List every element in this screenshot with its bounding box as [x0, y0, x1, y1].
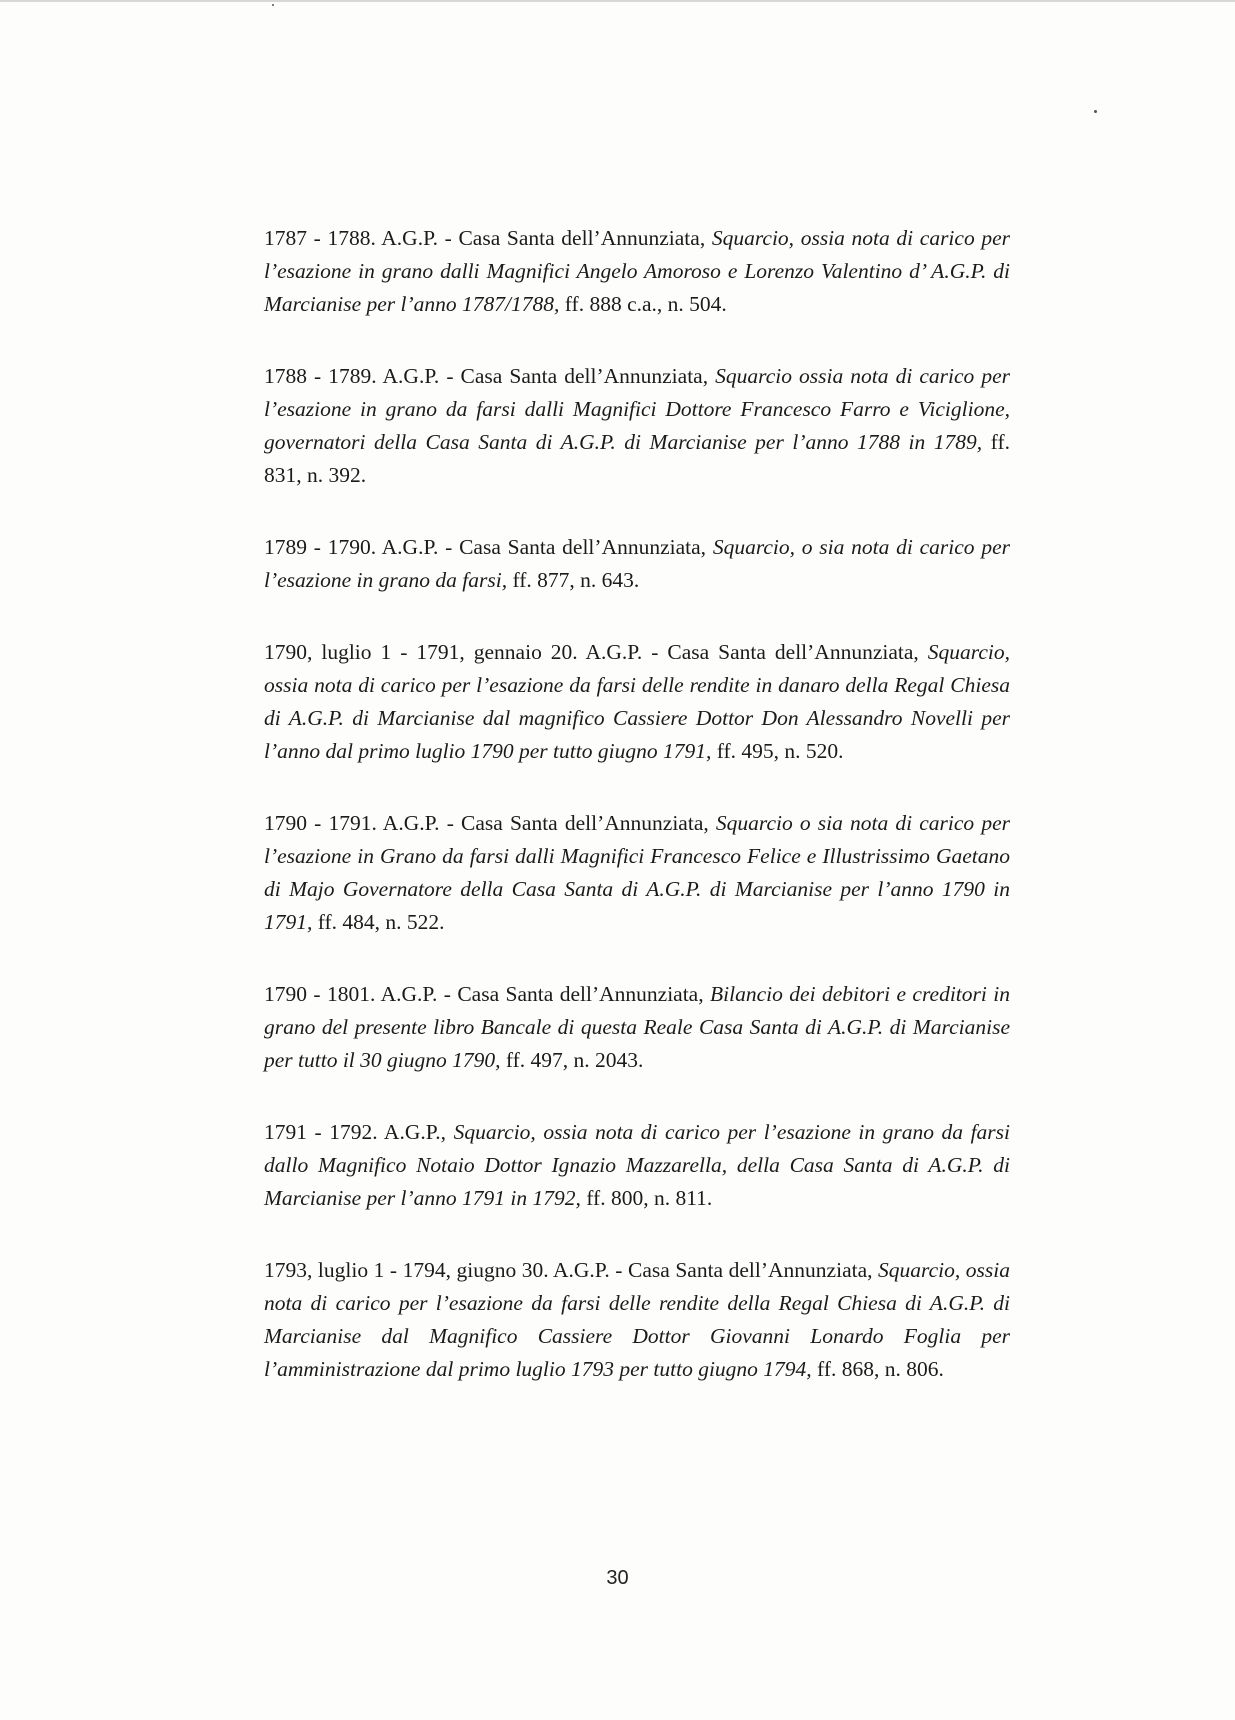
archive-entry-list [264, 222, 1010, 1425]
scan-speck [1094, 110, 1097, 113]
entry-title: Squarcio o sia nota di carico per l’esazione in Grano da farsi dalli Magnifici Francesco Felice e Illustrissimo Gaetano di Majo Governatore della Casa Santa di A.G.P. di Marcianise per l’anno 1790 in 1791, [264, 811, 1010, 934]
archive-entry [264, 222, 1010, 321]
entry-location: ff. 868, n. 806. [811, 1357, 944, 1381]
entry-reference: 1791 - 1792. A.G.P., [264, 1120, 454, 1144]
archive-entry [264, 807, 1010, 939]
entry-location: ff. 888 c.a., n. 504. [559, 292, 727, 316]
entry-title: Squarcio, ossia nota di carico per l’esazione da farsi delle rendite della Regal Chiesa di A.G.P. di Marcianise dal Magnifico Cassiere Dottor Giovanni Lonardo Foglia per l’amministrazione dal primo luglio 1793 per tutto giugno 1794, [264, 1258, 1011, 1381]
entry-reference: 1793, luglio 1 - 1794, giugno 30. A.G.P. - Casa Santa dell’Annunziata, [264, 1258, 879, 1282]
entry-reference: 1790 - 1791. A.G.P. - Casa Santa dell’Annunziata, [264, 811, 716, 835]
entry-reference: 1790, luglio 1 - 1791, gennaio 20. A.G.P. - Casa Santa dell’Annunziata, [264, 640, 928, 664]
entry-title: Squarcio, o sia nota di carico per l’esazione in grano da farsi, [264, 535, 1010, 592]
archive-entry [264, 1254, 1010, 1386]
scan-top-edge [0, 0, 1235, 2]
entry-reference: 1788 - 1789. A.G.P. - Casa Santa dell’Annunziata, [264, 364, 716, 388]
entry-title: Squarcio, ossia nota di carico per l’esazione in grano da farsi dallo Magnifico Notaio Dottor Ignazio Mazzarella, della Casa Santa di A.G.P. di Marcianise per l’anno 1791 in 1792, [264, 1120, 1010, 1210]
entry-title: Squarcio, ossia nota di carico per l’esazione da farsi delle rendite in danaro della Regal Chiesa di A.G.P. di Marcianise dal magnifico Cassiere Dottor Don Alessandro Novelli per l’anno dal primo luglio 1790 per tutto giugno 1791, [264, 640, 1010, 763]
entry-reference: 1787 - 1788. A.G.P. - Casa Santa dell’Annunziata, [264, 226, 712, 250]
entry-title: Squarcio, ossia nota di carico per l’esazione in grano dalli Magnifici Angelo Amoroso e Lorenzo Valentino d’ A.G.P. di Marcianise per l’anno 1787/1788, [264, 226, 1011, 316]
archive-entry [264, 1116, 1010, 1215]
scan-speck [272, 4, 274, 6]
archive-entry [264, 636, 1010, 768]
entry-location: ff. 495, n. 520. [711, 739, 844, 763]
archive-entry [264, 531, 1010, 597]
page-number: 30 [606, 1567, 629, 1589]
entry-title: Bilancio dei debitori e creditori in grano del presente libro Bancale di questa Reale Casa Santa di A.G.P. di Marcianise per tutto il 30 giugno 1790, [264, 982, 1010, 1072]
entry-reference: 1790 - 1801. A.G.P. - Casa Santa dell’Annunziata, [264, 982, 711, 1006]
entry-location: ff. 800, n. 811. [580, 1186, 713, 1210]
archive-entry [264, 360, 1010, 492]
entry-location: ff. 831, n. 392. [264, 430, 1010, 487]
entry-location: ff. 497, n. 2043. [500, 1048, 644, 1072]
archive-entry [264, 978, 1010, 1077]
entry-location: ff. 484, n. 522. [312, 910, 445, 934]
entry-title: Squarcio ossia nota di carico per l’esazione in grano da farsi dalli Magnifici Dottore Francesco Farro e Viciglione, governatori della Casa Santa di A.G.P. di Marcianise per l’anno 1788 in 1789, [264, 364, 1010, 454]
entry-location: ff. 877, n. 643. [507, 568, 640, 592]
entry-reference: 1789 - 1790. A.G.P. - Casa Santa dell’Annunziata, [264, 535, 713, 559]
